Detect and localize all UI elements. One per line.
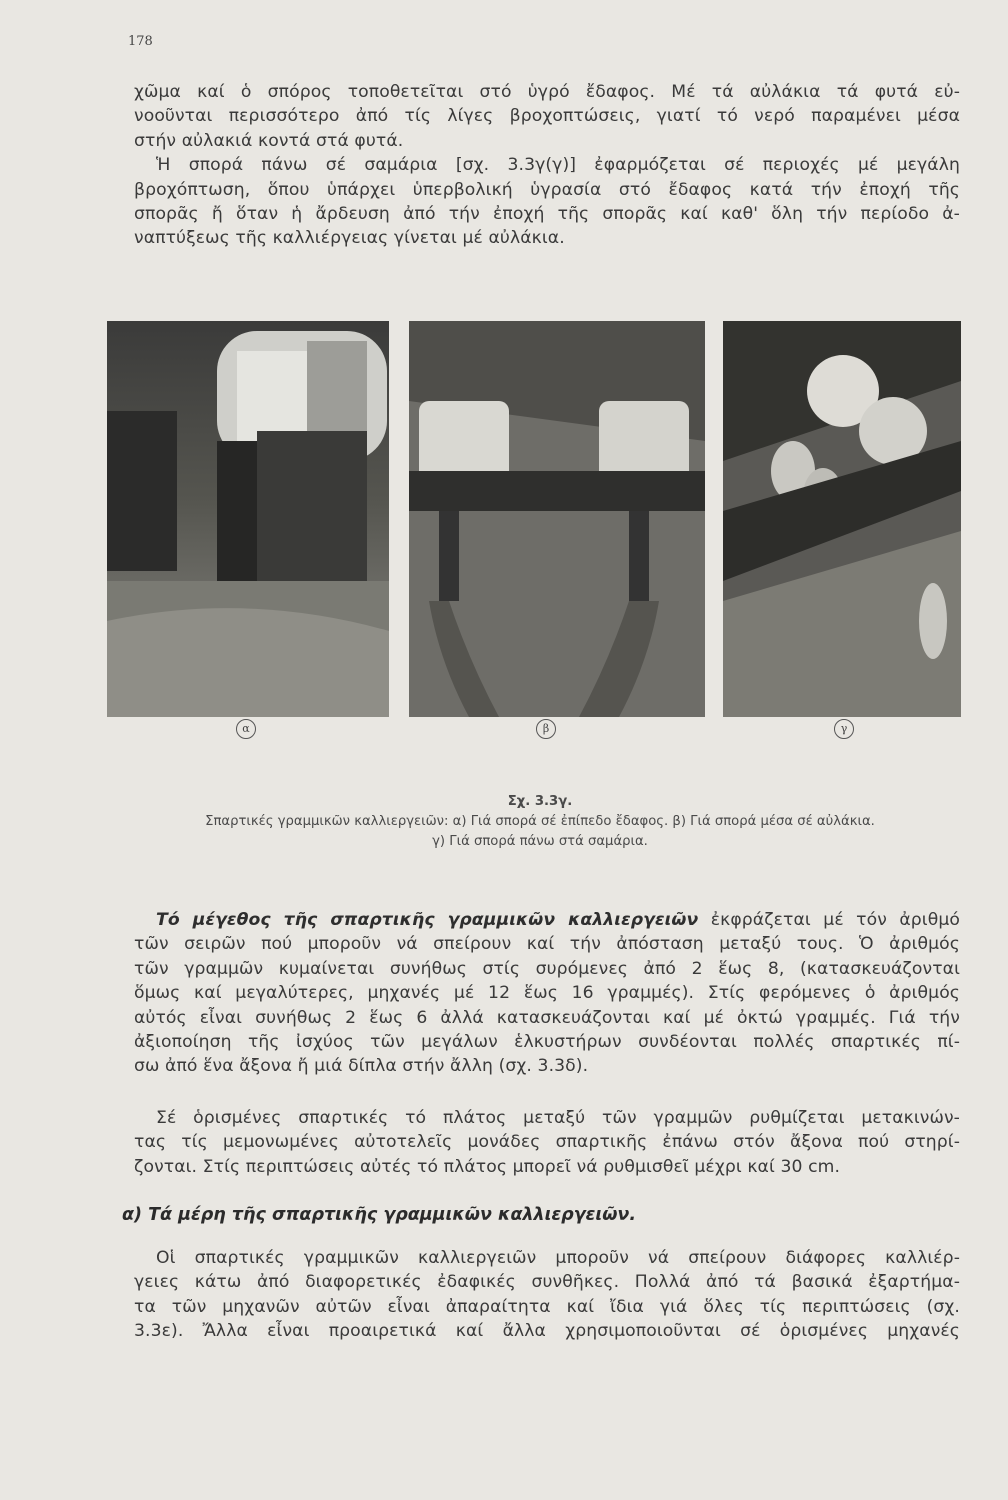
text-line: χῶμα καί ὁ σπόρος τοποθετεῖται στό ὑγρό ἔδαφος. Μέ τά αὐλάκια τά φυτά εὐ- <box>134 82 960 102</box>
body-paragraph-3 <box>134 1246 960 1344</box>
text-line <box>134 908 960 932</box>
photo-planter-ridges <box>723 321 961 717</box>
text-line: Ἡ σπορά πάνω σέ σαμάρια [σχ. 3.3γ(γ)] ἐφαρμόζεται σέ περιοχές μέ μεγάλη <box>156 155 960 176</box>
body-paragraph-1 <box>134 908 960 1079</box>
section-heading: α) Τά μέρη τῆς σπαρτικῆς γραμμικῶν καλλιεργειῶν. <box>122 1205 636 1225</box>
text-line: νοοῦνται περισσότερο ἀπό τίς λίγες βροχοπτώσεις, γιατί τό νερό παραμένει μέσα <box>134 106 960 127</box>
figure-label-b: β <box>536 719 556 739</box>
figure-caption-line: γ) Γιά σπορά πάνω στά σαμάρια. <box>432 834 648 849</box>
intro-paragraph <box>134 80 960 251</box>
body-paragraph-2 <box>134 1106 960 1179</box>
photo-planter-furrows <box>409 321 705 717</box>
text-line: βροχόπτωση, ὅπου ὑπάρχει ὑπερβολική ὑγρασία στό ἔδαφος κατά τήν ἐποχή τῆς <box>134 179 960 200</box>
figure-label-a: α <box>236 719 256 739</box>
text-fragment: ἐκφράζεται μέ τόν ἀριθμό <box>698 910 960 930</box>
text-line: σπορᾶς ἤ ὅταν ἡ ἄρδευση ἀπό τήν ἐποχή τῆς σπορᾶς καί καθ' ὅλη τήν περίοδο ἀ- <box>134 204 960 225</box>
text-line: τῶν σειρῶν πού μποροῦν νά σπείρουν καί τήν ἀπόσταση μεταξύ τους. Ὁ ἀριθμός <box>134 934 960 955</box>
text-line: ἀξιοποίηση τῆς ἰσχύος τῶν μεγάλων ἑλκυστήρων συνδέονται πολλές σπαρτικές πί- <box>134 1032 960 1053</box>
text-line: ὅμως καί μεγαλύτερες, μηχανές μέ 12 ἕως 16 γραμμές). Στίς φερόμενες ὁ ἀριθμός <box>134 983 960 1004</box>
text-line: 3.3ε). Ἄλλα εἶναι προαιρετικά καί ἄλλα χρησιμοποιοῦνται σέ ὁρισμένες μηχανές <box>134 1321 960 1342</box>
text-line: γειες κάτω ἀπό διαφορετικές ἐδαφικές συνθῆκες. Πολλά ἀπό τά βασικά ἐξαρτήμα- <box>134 1272 960 1293</box>
bold-term: Τό μέγεθος τῆς σπαρτικῆς γραμμικῶν καλλιεργειῶν <box>156 910 699 930</box>
figure-caption-line: Σπαρτικές γραμμικῶν καλλιεργειῶν: α) Γιά σπορά σέ ἐπίπεδο ἔδαφος. β) Γιά σπορά μέσα σέ αὐλάκια. <box>205 814 875 829</box>
text-line: σω ἀπό ἕνα ἄξονα ἤ μιά δίπλα στήν ἄλλη (σχ. 3.3δ). <box>134 1056 589 1077</box>
text-line: ναπτύξεως τῆς καλλιέργειας γίνεται μέ αὐλάκια. <box>134 228 565 249</box>
text-line: Σέ ὁρισμένες σπαρτικές τό πλάτος μεταξύ τῶν γραμμῶν ρυθμίζεται μετακινών- <box>156 1108 960 1128</box>
text-line: τα τῶν μηχανῶν αὐτῶν εἶναι ἀπαραίτητα καί ἴδια γιά ὅλες τίς περιπτώσεις (σχ. <box>134 1296 960 1317</box>
text-line: τῶν γραμμῶν κυμαίνεται συνήθως στίς συρόμενες ἀπό 2 ἕως 8, (κατασκευάζονται <box>134 958 960 979</box>
text-line: αὐτός εἶναι συνήθως 2 ἕως 6 ἀλλά κατασκευάζονται καί μέ ὀκτώ γραμμές. Γιά τήν <box>134 1007 960 1028</box>
text-line: στήν αὐλακιά κοντά στά φυτά. <box>134 130 404 151</box>
photo-planter-flat-ground <box>107 321 389 717</box>
text-line: τας τίς μεμονωμένες αὐτοτελεῖς μονάδες σπαρτικῆς ἐπάνω στόν ἄξονα πού στηρί- <box>134 1132 960 1153</box>
page-number: 178 <box>128 34 153 49</box>
figure-title: Σχ. 3.3γ. <box>507 794 573 809</box>
text-line: ζονται. Στίς περιπτώσεις αὐτές τό πλάτος μπορεῖ νά ρυθμισθεῖ μέχρι καί 30 cm. <box>134 1156 841 1177</box>
figure-label-c: γ <box>834 719 854 739</box>
text-line: Οἱ σπαρτικές γραμμικῶν καλλιεργειῶν μποροῦν νά σπείρουν διάφορες καλλιέρ- <box>156 1248 960 1268</box>
